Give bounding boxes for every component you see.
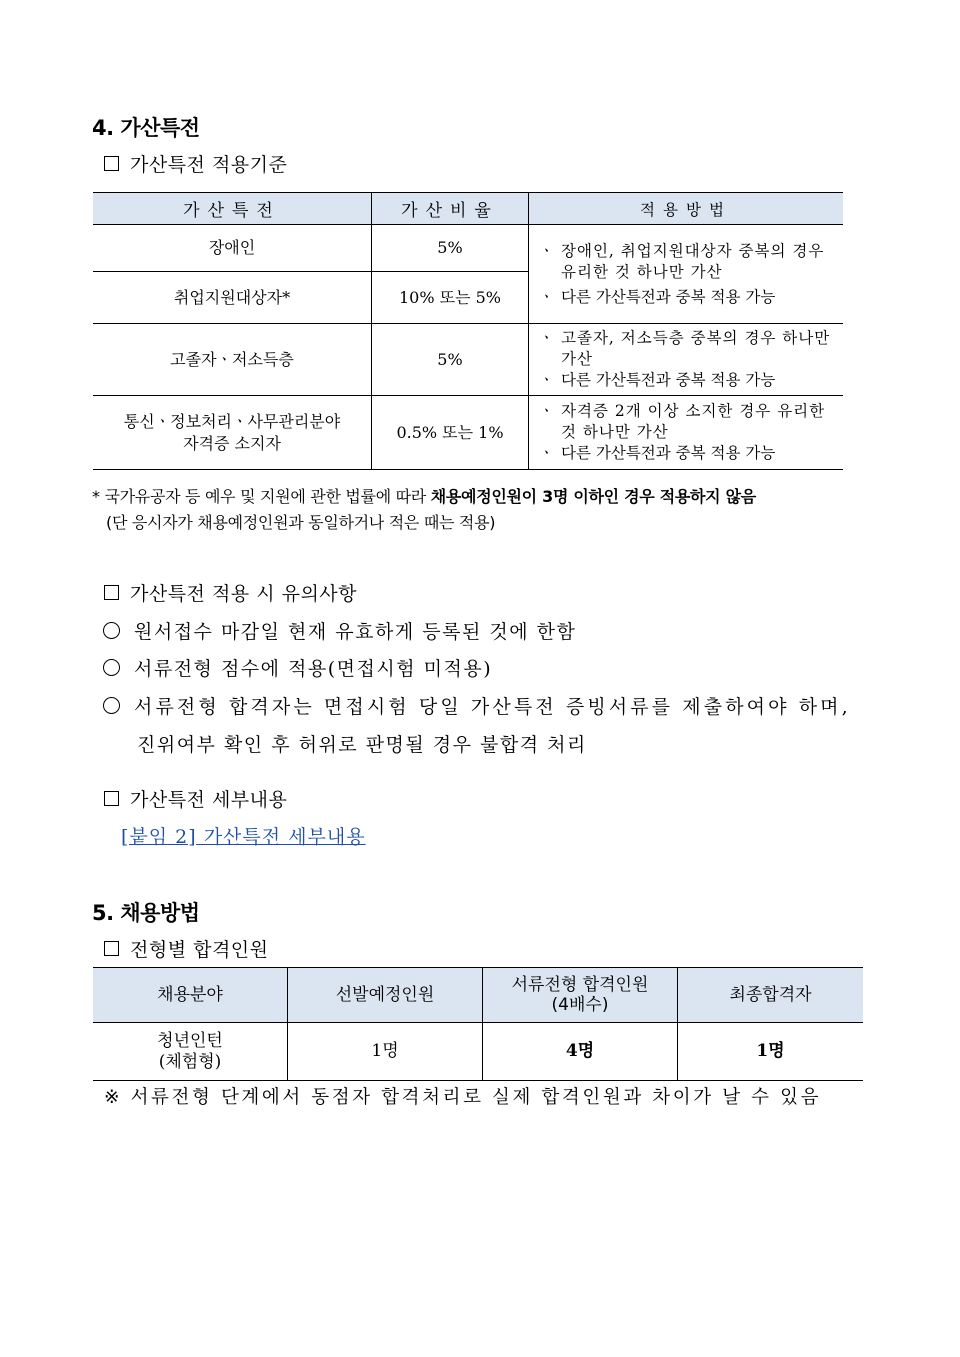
cell-final: 1명 xyxy=(678,1023,864,1081)
item-line: 자격증 소지자 xyxy=(183,433,281,453)
cell-item: 고졸자ㆍ저소득층 xyxy=(93,324,372,396)
method-bullet: ㆍ 다른 가산특전과 중복 적용 가능 xyxy=(539,287,776,306)
cell-field: 청년인턴 (체험형) xyxy=(93,1023,288,1081)
cell-rate: 5% xyxy=(372,324,529,396)
circle-bullet-icon xyxy=(103,697,120,714)
footnote-line-2: (단 응시자가 채용예정인원과 동일하거나 적은 때는 적용) xyxy=(106,513,496,532)
table-row xyxy=(93,324,843,396)
cell-item xyxy=(93,396,372,470)
caution-item-continued: 진위여부 확인 후 허위로 판명될 경우 불합격 처리 xyxy=(137,734,587,756)
method-bullet: ㆍ 다른 가산특전과 중복 적용 가능 xyxy=(539,371,776,389)
bonus-criteria-table xyxy=(93,192,843,470)
cell-method xyxy=(529,396,844,470)
header-bonus: 가산특전 xyxy=(93,193,372,225)
pass-heading-text: 전형별 합격인원 xyxy=(130,939,269,961)
cell-method xyxy=(529,225,844,324)
circle-bullet-icon xyxy=(103,659,120,676)
table-header-row xyxy=(93,968,863,1023)
criteria-heading-text: 가산특전 적용기준 xyxy=(130,154,288,176)
cell-rate: 0.5% 또는 1% xyxy=(372,396,529,470)
footnote-text: * 국가유공자 등 예우 및 지원에 관한 법률에 따라 xyxy=(92,487,431,506)
caution-heading xyxy=(104,579,357,606)
cell-item: 취업지원대상자* xyxy=(93,272,372,324)
cell-method xyxy=(529,324,844,396)
header-planned: 선발예정인원 xyxy=(288,968,483,1023)
table-row xyxy=(93,396,843,470)
section-4-title: 4. 가산특전 xyxy=(92,116,200,140)
caution-item: 원서접수 마감일 현재 유효하게 등록된 것에 한함 xyxy=(103,617,576,644)
checkbox-square-icon xyxy=(104,941,119,956)
pass-count-table xyxy=(93,967,863,1081)
table-row xyxy=(93,225,843,272)
detail-heading xyxy=(104,785,287,812)
cell-item: 장애인 xyxy=(93,225,372,272)
footnote-line-1 xyxy=(92,484,756,507)
section-5-title: 5. 채용방법 xyxy=(92,901,200,925)
caution-heading-text: 가산특전 적용 시 유의사항 xyxy=(130,583,358,605)
method-bullet: ㆍ 다른 가산특전과 중복 적용 가능 xyxy=(539,444,776,462)
cell-planned: 1명 xyxy=(288,1023,483,1081)
caution-item: 서류전형 점수에 적용(면접시험 미적용) xyxy=(103,654,492,681)
header-final: 최종합격자 xyxy=(678,968,864,1023)
cell-rate: 10% 또는 5% xyxy=(372,272,529,324)
criteria-heading xyxy=(104,150,287,177)
cell-rate: 5% xyxy=(372,225,529,272)
footnote-bold: 채용예정인원이 3명 이하인 경우 적용하지 않음 xyxy=(430,487,756,506)
header-rate: 가산비율 xyxy=(372,193,529,225)
method-bullet: ㆍ 고졸자, 저소득층 중복의 경우 하나만 가산 xyxy=(539,329,831,368)
attachment-2-link[interactable]: [붙임 2] 가산특전 세부내용 xyxy=(121,826,366,848)
method-bullet: ㆍ 자격증 2개 이상 소지한 경우 유리한 것 하나만 가산 xyxy=(539,402,826,441)
detail-heading-text: 가산특전 세부내용 xyxy=(130,789,288,811)
circle-bullet-icon xyxy=(103,622,120,639)
header-method: 적용방법 xyxy=(529,193,844,225)
table-row xyxy=(93,1023,863,1081)
checkbox-square-icon xyxy=(104,791,119,806)
item-line: 통신ㆍ정보처리ㆍ사무관리분야 xyxy=(123,411,341,431)
checkbox-square-icon xyxy=(104,156,119,171)
header-doc-pass: 서류전형 합격인원 (4배수) xyxy=(483,968,678,1023)
pass-heading xyxy=(104,935,269,962)
caution-item: 서류전형 합격자는 면접시험 당일 가산특전 증빙서류를 제출하여야 하며, xyxy=(103,692,851,719)
checkbox-square-icon xyxy=(104,585,119,600)
method-bullet: ㆍ 장애인, 취업지원대상자 중복의 경우 유리한 것 하나만 가산 xyxy=(539,241,825,281)
table-header-row xyxy=(93,193,843,225)
cell-doc-pass: 4명 xyxy=(483,1023,678,1081)
remark-note: ※ 서류전형 단계에서 동점자 합격처리로 실제 합격인원과 차이가 날 수 있음 xyxy=(104,1087,822,1108)
header-field: 채용분야 xyxy=(93,968,288,1023)
